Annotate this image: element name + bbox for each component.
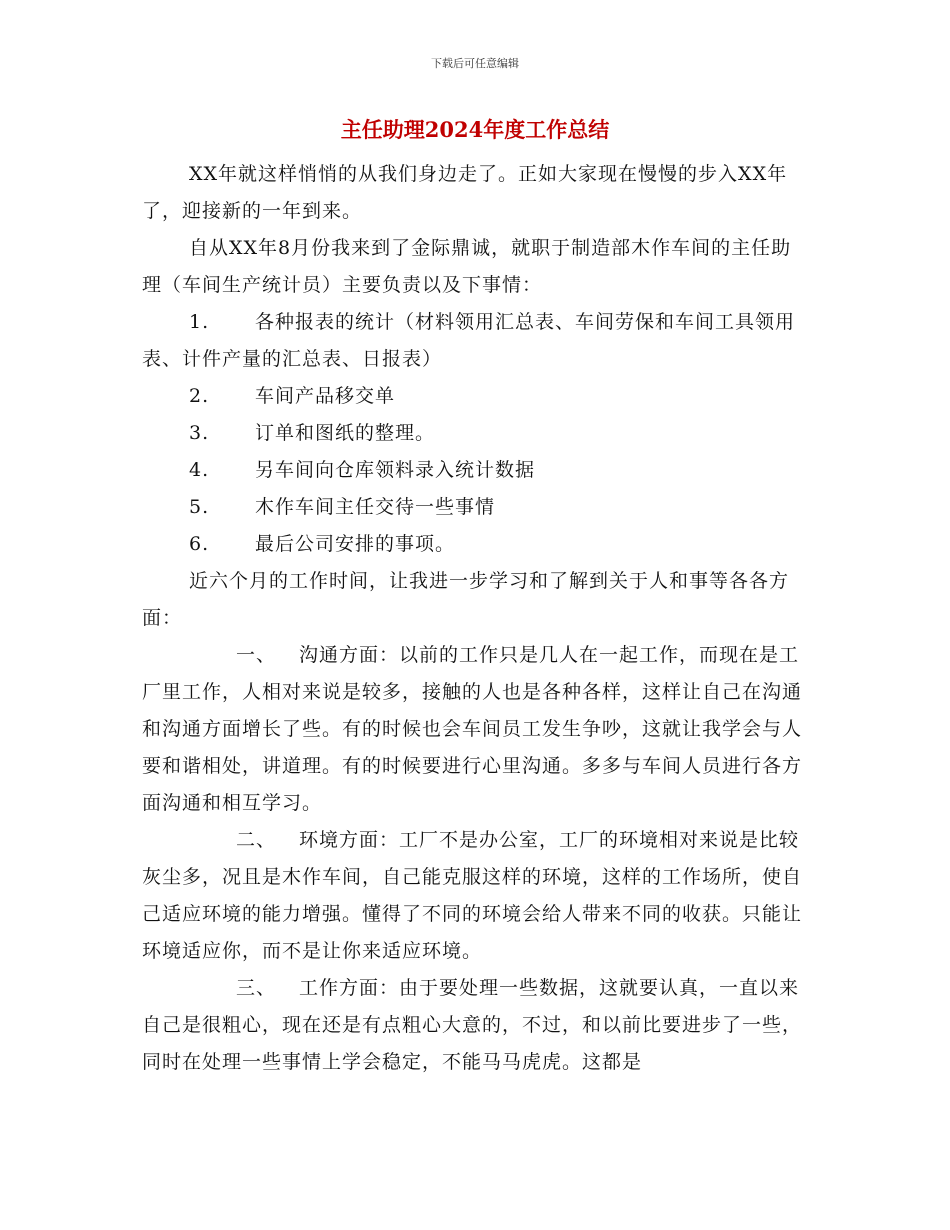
section-text: 沟通方面：以前的工作只是几人在一起工作，而现在是工厂里工作，人相对来说是较多，接触的人也是各种各样，这样让自己在沟通和沟通方面增长了些。有的时候也会车间员工发生争吵，这就让我学会与人要和谐相处，讲道理。有的时候要进行心里沟通。多多与车间人员进行各方面沟通和相互学习。 — [142, 644, 803, 814]
list-item-number: 2. — [189, 385, 210, 407]
list-item-text: 另车间向仓库领料录入统计数据 — [255, 459, 536, 481]
section-number: 二、 — [236, 829, 277, 851]
paragraph-responsibilities: 自从XX年8月份我来到了金际鼎诚，就职于制造部木作车间的主任助理（车间生产统计员）主要负责以及下事情： — [142, 237, 792, 296]
list-item — [142, 526, 807, 563]
document-body — [142, 156, 807, 1081]
paragraph-intro: XX年就这样悄悄的从我们身边走了。正如大家现在慢慢的步入XX年了，迎接新的一年到来。 — [142, 163, 788, 222]
list-item — [142, 304, 807, 378]
list-item — [142, 415, 807, 452]
section-communication — [142, 637, 807, 822]
list-item-number: 1. — [189, 311, 210, 333]
header-note: 下载后可任意编辑 — [431, 57, 519, 70]
list-item — [142, 489, 807, 526]
list-item-number: 4. — [189, 459, 210, 481]
section-text: 工作方面：由于要处理一些数据，这就要认真，一直以来自己是很粗心，现在还是有点粗心大意的，不过，和以前比要进步了一些，同时在处理一些事情上学会稳定，不能马马虎虎。这都是 — [142, 977, 803, 1073]
section-text: 环境方面：工厂不是办公室，工厂的环境相对来说是比较灰尘多，况且是木作车间，自己能克服这样的环境，这样的工作场所，使自己适应环境的能力增强。懂得了不同的环境会给人带来不同的收获。只能让环境适应你，而不是让你来适应环境。 — [142, 829, 803, 962]
section-number: 三、 — [236, 977, 277, 999]
list-item-number: 5. — [189, 496, 210, 518]
list-item — [142, 452, 807, 489]
list-item-text: 最后公司安排的事项。 — [255, 533, 456, 555]
list-item-number: 6. — [189, 533, 210, 555]
list-item-number: 3. — [189, 422, 210, 444]
list-item — [142, 378, 807, 415]
list-item-text: 各种报表的统计（材料领用汇总表、车间劳保和车间工具领用表、计件产量的汇总表、日报表） — [142, 311, 796, 370]
section-environment — [142, 822, 807, 970]
section-work — [142, 970, 807, 1081]
section-number: 一、 — [236, 644, 277, 666]
paragraph-learning: 近六个月的工作时间，让我进一步学习和了解到关于人和事等各各方面： — [142, 570, 790, 629]
list-item-text: 木作车间主任交待一些事情 — [255, 496, 496, 518]
list-item-text: 车间产品移交单 — [255, 385, 396, 407]
list-item-text: 订单和图纸的整理。 — [255, 422, 436, 444]
document-title: 主任助理2024年度工作总结 — [340, 117, 610, 142]
